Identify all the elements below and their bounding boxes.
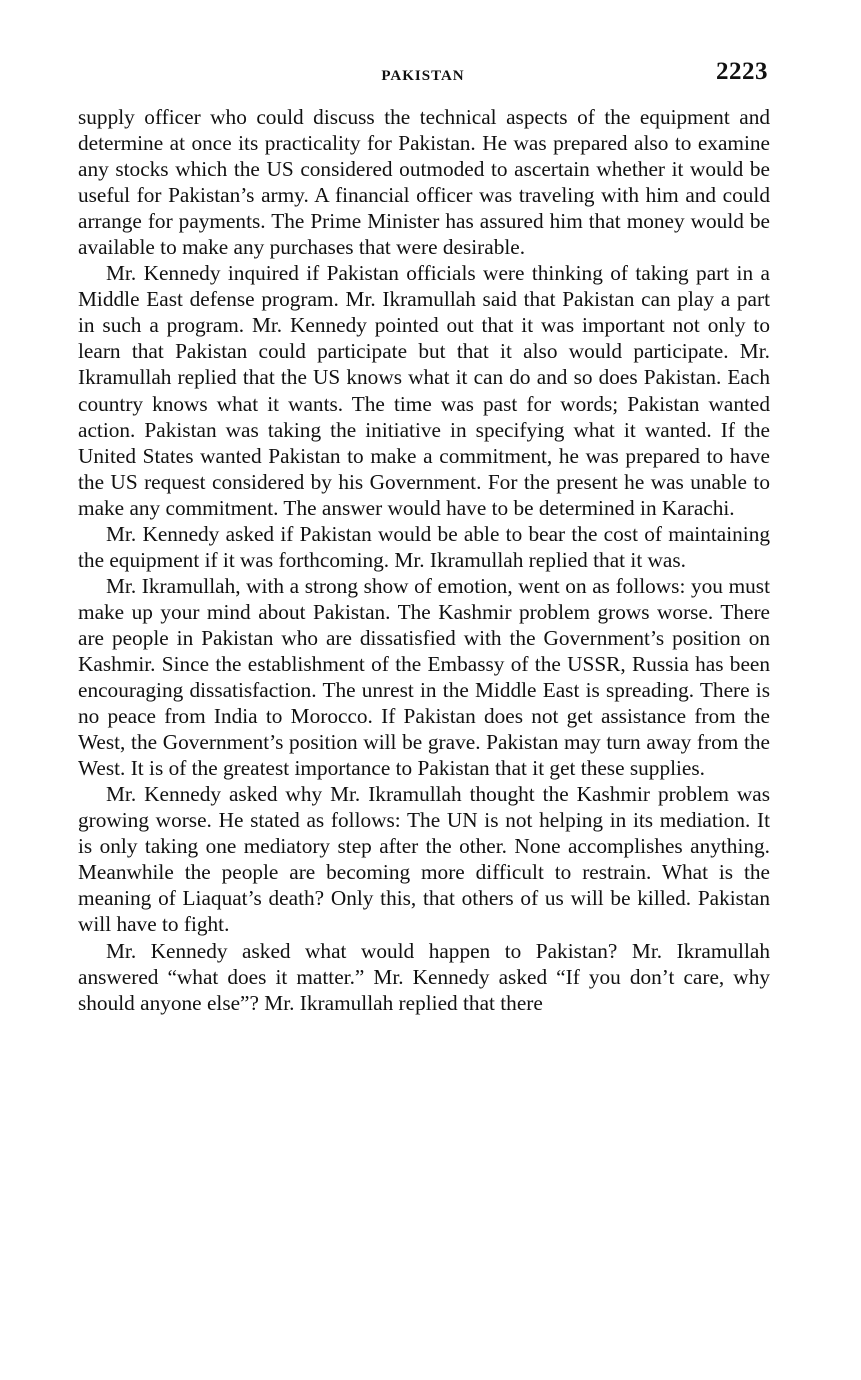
paragraph: Mr. Kennedy asked if Pakistan would be able to bear the cost of maintaining the equipment if it was forthcoming. Mr. Ikramullah replied that it was. [78,521,770,572]
paragraph: Mr. Ikramullah, with a strong show of emotion, went on as follows: you must make up your mind about Pakistan. The Kashmir problem grows worse. There are people in Pakistan who are dissatisfied with the Government’s position on Kashmir. Since the establishment of the Embassy of the USSR, Russia has been encouraging dissatisfaction. The unrest in the Middle East is spreading. There is no peace from India to Morocco. If Pakistan does not get assistance from the West, the Government’s position will be grave. Pakistan may turn away from the West. It is of the greatest importance to Pakistan that it get these supplies. [78,573,770,781]
paragraph: Mr. Kennedy asked why Mr. Ikramullah thought the Kashmir problem was growing worse. He stated as follows: The UN is not helping in its mediation. It is only taking one mediatory step after the other. None accomplishes anything. Meanwhile the people are becoming more difficult to restrain. What is the meaning of Liaquat’s death? Only this, that others of us will be killed. Pakistan will have to fight. [78,782,770,937]
paragraph-continued: supply officer who could discuss the technical aspects of the equipment and determine at once its practicality for Pakistan. He was prepared also to examine any stocks which the US considered outmoded to ascertain whether it would be useful for Pakistan’s army. A financial officer was traveling with him and could arrange for payments. The Prime Minister has assured him that money would be available to make any purchases that were desirable. [78,105,770,260]
body-text [78,104,770,1016]
running-head-title: PAKISTAN [381,68,465,84]
paragraph: Mr. Kennedy asked what would happen to Pakistan? Mr. Ikramullah answered “what does it matter.” Mr. Kennedy asked “If you don’t care, why should anyone else”? Mr. Ikramullah replied that there [78,938,770,1015]
running-head [78,58,768,94]
paragraph: Mr. Kennedy inquired if Pakistan officials were thinking of taking part in a Middle East defense program. Mr. Ikramullah said that Pakistan can play a part in such a program. Mr. Kennedy pointed out that it was important not only to learn that Pakistan could participate but that it also would participate. Mr. Ikramullah replied that the US knows what it can do and so does Pakistan. Each country knows what it wants. The time was past for words; Pakistan wanted action. Pakistan was taking the initiative in specifying what it wanted. If the United States wanted Pakistan to make a commitment, he was prepared to have the US request considered by his Government. For the present he was unable to make any commitment. The answer would have to be determined in Karachi. [78,261,770,520]
page-number: 2223 [716,58,768,85]
